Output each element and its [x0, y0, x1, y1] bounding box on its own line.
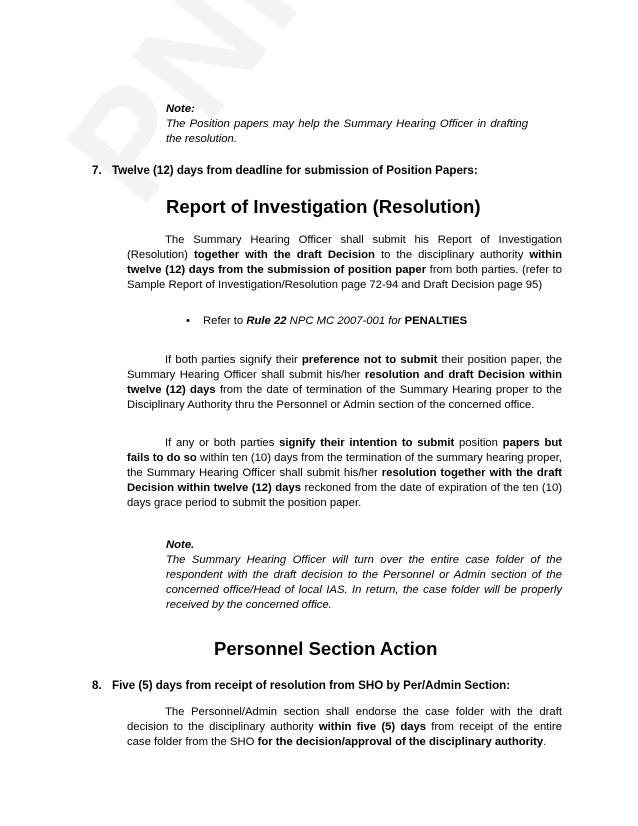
bold-run: resolution together with the draft Decision within twelve (12) days	[127, 467, 563, 494]
list-item-text: Twelve (12) days from deadline for submission of Position Papers:	[112, 164, 478, 177]
text-run: from receipt of the entire case folder from the SHO	[127, 721, 562, 748]
bold-run: resolution and draft Decision within twelve (12) days	[127, 369, 562, 396]
watermark	[95, 0, 442, 184]
text-run: reckoned from the date of expiration of the ten (10) days grace period to submit the position paper.	[127, 482, 562, 509]
bullet-item	[186, 314, 467, 329]
note-title: Note:	[166, 103, 195, 115]
note-block	[166, 102, 528, 147]
text-run: If both parties signify their	[165, 354, 302, 366]
list-item-text: Five (5) days from receipt of resolution from SHO by Per/Admin Section:	[112, 679, 511, 692]
text-run: within ten (10) days from the termination of the summary hearing proper, the Summary Hearing Officer shall submit his/her	[127, 452, 563, 479]
section-heading-personnel: Personnel Section Action	[214, 638, 438, 659]
bold-run: preference not to submit	[301, 354, 438, 366]
list-item-7	[92, 163, 478, 178]
note-text: The Summary Hearing Officer will turn over the entire case folder of the respondent with the draft decision to the Personnel or Admin section of the concerned office/Head of local IAS. In return, the case folder will be properly received by the concerned office.	[166, 554, 562, 611]
text-run: If any or both parties	[165, 437, 280, 449]
rule-reference: Rule 22	[246, 315, 287, 327]
bold-run: papers but fails to do so	[127, 437, 563, 464]
text-run: .	[543, 736, 547, 748]
text-run: from both parties. (refer to Sample Report of Investigation/Resolution page 72-94 and Draft Decision page 95)	[127, 264, 562, 291]
paragraph-report	[127, 233, 562, 293]
bold-run: within twelve (12) days from the submission of position paper	[127, 249, 563, 276]
note-block-2	[166, 538, 562, 613]
paragraph-personnel	[127, 705, 562, 750]
list-item-number: 7.	[92, 164, 102, 177]
bullet-icon: •	[186, 315, 190, 327]
text-run: Refer to	[203, 315, 247, 327]
bold-run: for the decision/approval of the disciplinary authority	[257, 736, 544, 748]
text-run: The Summary Hearing Officer shall submit his Report of Investigation (Resolution)	[127, 234, 562, 261]
bold-run: PENALTIES	[404, 315, 468, 327]
text-run: position	[454, 437, 503, 449]
paragraph-no-submit	[127, 353, 562, 413]
text-run: their position paper, the Summary Hearing Officer shall submit his/her	[127, 354, 562, 381]
list-item-8	[92, 678, 510, 693]
section-heading-report: Report of Investigation (Resolution)	[166, 196, 481, 217]
bold-run: signify their intention to submit	[279, 437, 455, 449]
bold-run: within five (5) days	[318, 721, 427, 733]
paragraph-fail-submit	[127, 436, 562, 511]
text-run: The Personnel/Admin section shall endorse the case folder with the draft decision to the disciplinary authority	[127, 706, 562, 733]
text-run: from the date of termination of the Summary Hearing proper to the Disciplinary Authority thru the Personnel or Admin section of the concerned office.	[127, 384, 562, 411]
text-run: NPC MC 2007-001 for	[286, 315, 405, 327]
bold-run: together with the draft Decision	[193, 249, 375, 261]
note-title: Note.	[166, 539, 195, 551]
note-text: The Position papers may help the Summary Hearing Officer in drafting the resolution.	[166, 118, 528, 145]
text-run: to the disciplinary authority	[374, 249, 530, 261]
list-item-number: 8.	[92, 679, 102, 692]
